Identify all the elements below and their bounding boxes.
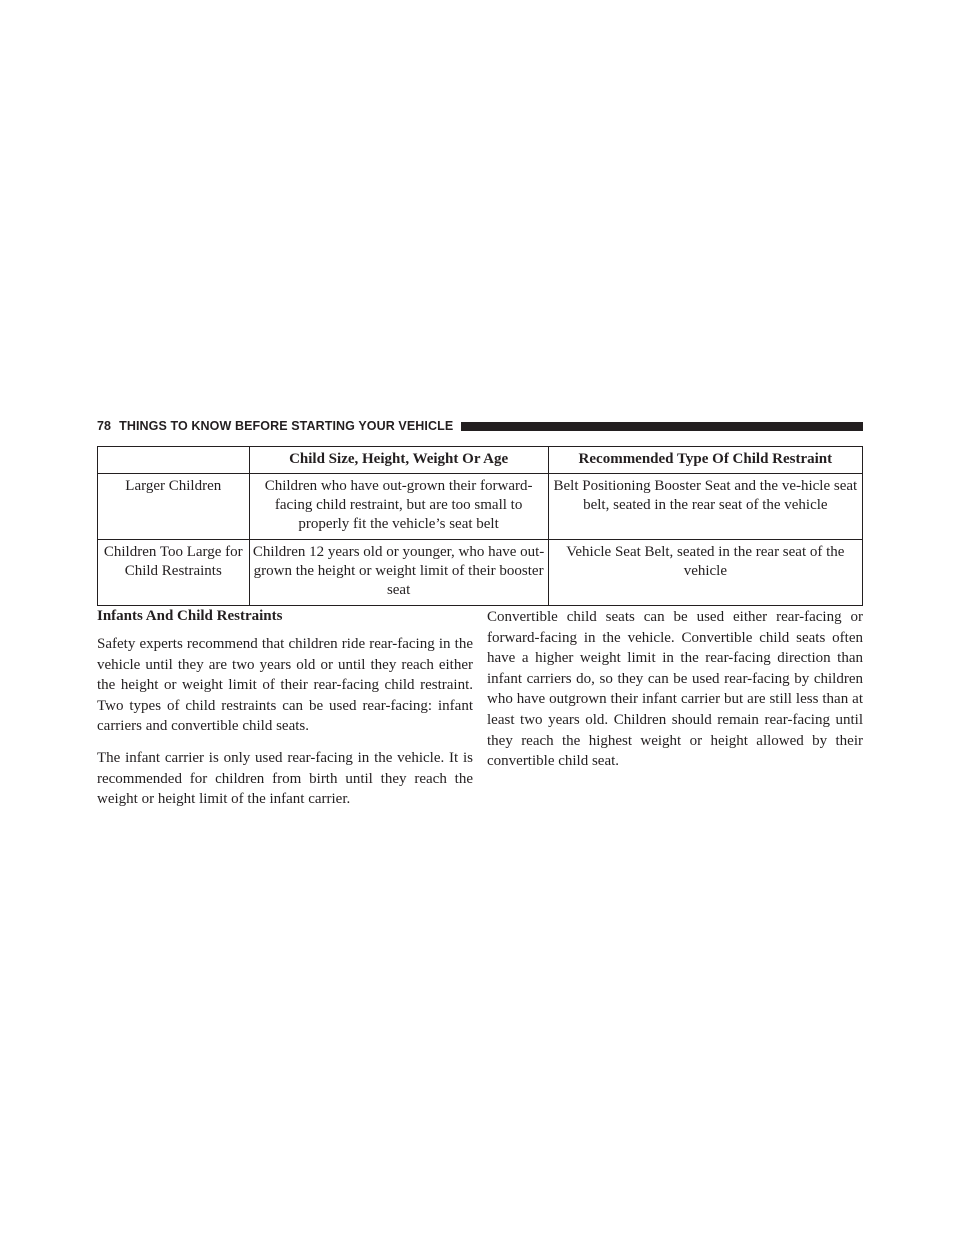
paragraph: The infant carrier is only used rear-facing in the vehicle. It is recommended for children from birth until they reach the weight or height limit of the infant carrier.: [97, 749, 473, 808]
cell-category: Children Too Large for Child Restraints: [98, 540, 250, 606]
header-rule: [461, 422, 863, 431]
child-restraint-table: [97, 446, 863, 606]
header-category: [98, 447, 250, 474]
cell-size: Children 12 years old or younger, who have out-grown the height or weight limit of their booster seat: [249, 540, 548, 606]
page-header: [97, 417, 863, 435]
page-number: 78: [97, 419, 112, 433]
section-title: THINGS TO KNOW BEFORE STARTING YOUR VEHICLE: [119, 419, 454, 433]
left-column: [97, 606, 473, 821]
cell-size: Children who have out-grown their forward-facing child restraint, but are too small to properly fit the vehicle’s seat belt: [249, 474, 548, 540]
cell-recommendation: Belt Positioning Booster Seat and the ve-hicle seat belt, seated in the rear seat of the vehicle: [548, 474, 862, 540]
header-recommended-restraint: Recommended Type Of Child Restraint: [548, 447, 862, 474]
paragraph: Safety experts recommend that children ride rear-facing in the vehicle until they are two years old or until they reach either the height or weight limit of their rear-facing child restraint. Two types of child restraints can be used rear-facing: infant carriers and convertible child seats.: [97, 636, 473, 735]
cell-category: Larger Children: [98, 474, 250, 540]
paragraph: Convertible child seats can be used either rear-facing or forward-facing in the vehicle. Convertible child seats often have a higher weight limit in the rear-facing direction than infant carriers do, so they can be used rear-facing by children who have outgrown their infant carrier but are still less than at least two years old. Children should remain rear-facing until they reach the highest weight or height allowed by their convertible child seat.: [487, 609, 863, 770]
section-heading: Infants And Child Restraints: [97, 608, 283, 624]
table-row: [98, 540, 863, 606]
table-row: [98, 474, 863, 540]
table-header-row: [98, 447, 863, 474]
right-column: [487, 607, 863, 783]
cell-recommendation: Vehicle Seat Belt, seated in the rear seat of the vehicle: [548, 540, 862, 606]
header-child-size: Child Size, Height, Weight Or Age: [249, 447, 548, 474]
